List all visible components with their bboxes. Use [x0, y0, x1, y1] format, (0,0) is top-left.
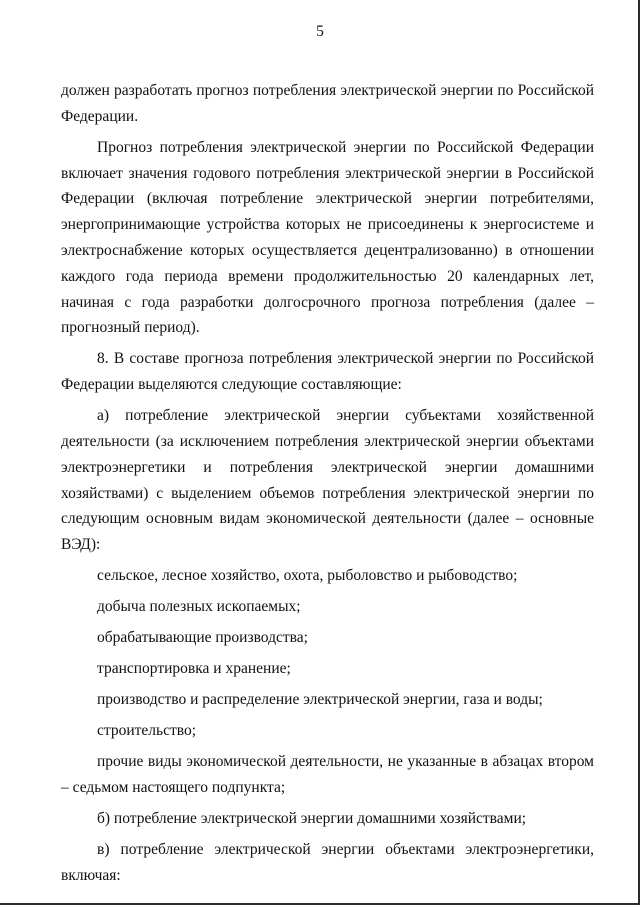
list-item: строительство; [97, 722, 197, 740]
paragraph-subitem-a: а) потребление электрической энергии субъектами хозяйственной деятельности (за исключением потребления электрической энергии объектами электроэнергетики и потребления электрической энергии домашними хозяйствами) с выделением объемов потребления электрической энергии по следующим основным видам экономической деятельности (далее – основные ВЭД): [61, 407, 594, 554]
list-item: добыча полезных ископаемых; [97, 598, 301, 616]
paragraph-other-activities: прочие виды экономической деятельности, не указанные в абзацах втором – седьмом настоящего подпункта; [61, 753, 594, 796]
ved-list [61, 563, 594, 744]
paragraph-subitem-b: б) потребление электрической энергии домашними хозяйствами; [97, 809, 527, 827]
paragraph-continuation: должен разработать прогноз потребления электрической энергии по Российской Федерации. [61, 82, 594, 125]
page-number: 5 [316, 23, 324, 40]
paragraph-forecast-definition: Прогноз потребления электрической энергии по Российской Федерации включает значения годового потребления электрической энергии в Российской Федерации (включая потребление электрической энергии потребителями, энергопринимающие устройства которых не присоединены к энергосистеме и электроснабжение которых осуществляется децентрализованно) в отношении каждого года периода времени продолжительностью 20 календарных лет, начиная с года разработки долгосрочного прогноза потребления (далее – прогнозный период). [61, 138, 594, 337]
list-item: производство и распределение электрической энергии, газа и воды; [97, 691, 543, 709]
document-body [61, 78, 594, 894]
list-item: транспортировка и хранение; [97, 660, 291, 678]
paragraph-subitem-v: в) потребление электрической энергии объектами электроэнергетики, включая: [61, 840, 594, 884]
paragraph-item-8: 8. В составе прогноза потребления электрической энергии по Российской Федерации выделяются следующие составляющие: [61, 350, 594, 394]
list-item: обрабатывающие производства; [97, 629, 308, 647]
list-item: сельское, лесное хозяйство, охота, рыболовство и рыбоводство; [97, 567, 518, 585]
